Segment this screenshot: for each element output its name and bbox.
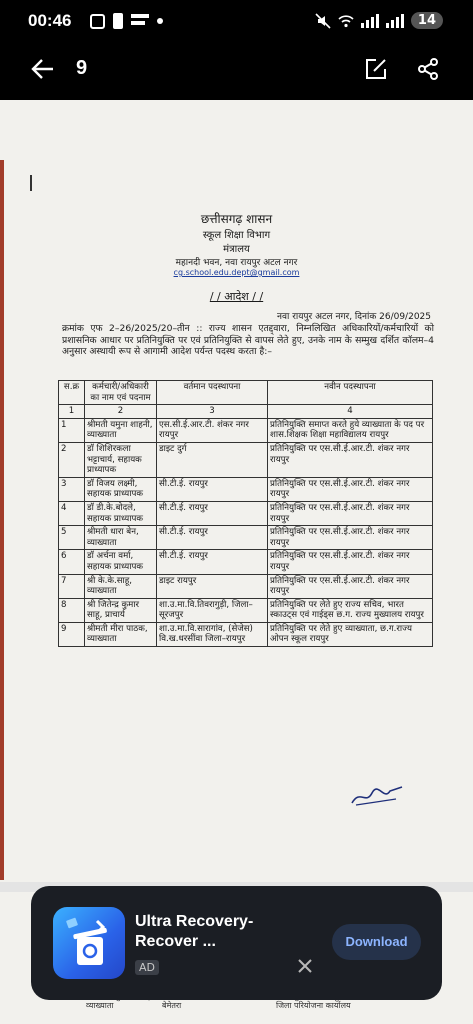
ad-badge: AD — [135, 960, 159, 975]
col-header-sn: स.क्र — [59, 381, 85, 405]
table-row — [59, 477, 433, 501]
cell-current: बेमेतरा — [162, 1001, 182, 1010]
cell-sn: 2 — [59, 442, 85, 477]
col-header-current: वर्तमान पदस्थापना — [157, 381, 268, 405]
signal-strength-1-icon — [361, 14, 379, 28]
doc-email: cg.school.edu.dept@gmail.com — [173, 268, 300, 277]
cell-name: डॉ अर्चना वर्मा, सहायक प्राध्यापक — [85, 550, 157, 574]
cell-sn: 1 — [59, 418, 85, 442]
cell-current: शा.उ.मा.वि.तिवरागुड़ी, जिला–सूरजपुर — [157, 598, 268, 622]
table-row — [59, 501, 433, 525]
cell-name: श्री के.के.साहू, व्याख्याता — [85, 574, 157, 598]
cell-current: सी.टी.ई. रायपुर — [157, 477, 268, 501]
order-heading: / / आदेश / / — [209, 290, 264, 303]
doc-intro-paragraph: क्रमांक एफ 2–26/2025/20–तीन :: राज्य शासन एतद्द्वारा, निम्नलिखित अधिकारियों/कर्मचारियों को प्रशासनिक आधार पर प्रतिनियुक्ति पर एवं प्रतिनियुक्ति से वापस लेते हुए, उनके नाम के सम्मुख दर्शित कॉलम–4 अनुसार अस्थायी रूप से आगामी आदेश पर्यन्त पदस्थ करता है:– — [62, 323, 434, 357]
col-header-new: नवीन पदस्थापना — [268, 381, 433, 405]
doc-dateline: नवा रायपुर अटल नगर, दिनांक 26/09/2025 — [277, 312, 431, 322]
more-notifications-dot-icon — [157, 18, 163, 24]
cell-current: डाइट रायपुर — [157, 574, 268, 598]
document-page — [0, 100, 473, 882]
close-icon[interactable] — [297, 958, 313, 974]
table-row — [59, 574, 433, 598]
cell-sn: 9 — [59, 622, 85, 646]
cell-new: प्रतिनियुक्ति पर एस.सी.ई.आर.टी. शंकर नगर रायपुर — [268, 526, 433, 550]
doc-address: महानदी भवन, नवा रायपुर अटल नगर — [175, 258, 298, 268]
cell-sn: 8 — [59, 598, 85, 622]
cell-name: श्रीमती मीरा पाठक, व्याख्याता — [85, 622, 157, 646]
table-row — [59, 598, 433, 622]
table-body — [59, 418, 433, 646]
viewer-toolbar — [0, 44, 473, 100]
table-row — [59, 526, 433, 550]
cell-sn: 5 — [59, 526, 85, 550]
recycle-bin-icon — [53, 907, 125, 979]
cell-name: डॉ डी.के.बोदले, सहायक प्राध्यापक — [85, 501, 157, 525]
cell-sn: 4 — [59, 501, 85, 525]
pen-mark — [30, 175, 32, 191]
cell-sn: 7 — [59, 574, 85, 598]
cell-new: प्रतिनियुक्ति पर लेते हुए राज्य सचिव, भारत स्काउट्स एवं गाईड्स छ.ग. राज्य मुख्यालय रायपुर — [268, 598, 433, 622]
image-index: 9 — [76, 57, 88, 79]
table-header-row — [59, 381, 433, 405]
share-icon[interactable] — [416, 57, 440, 81]
news-app-icon — [131, 13, 149, 29]
edit-icon[interactable] — [364, 57, 388, 81]
cell-name: श्रीमती धारा बेन, व्याख्याता — [85, 526, 157, 550]
battery-level: 14 — [411, 12, 443, 29]
alert-icon — [113, 13, 123, 29]
status-notification-icons — [90, 13, 163, 29]
signature-scribble — [350, 783, 404, 809]
status-system-icons — [315, 12, 443, 29]
col-header-name: कर्मचारी/अधिकारी का नाम एवं पदनाम — [85, 381, 157, 405]
cell-new: जिला परियोजना कार्यालय — [276, 1001, 351, 1010]
col-number: 2 — [85, 405, 157, 419]
col-number: 1 — [59, 405, 85, 419]
ad-download-button[interactable]: Download — [332, 924, 421, 960]
back-arrow-icon[interactable] — [30, 56, 56, 82]
cell-current: शा.उ.मा.वि.सारागांव, (सेजेस) वि.ख.धरसींवा जिला–रायपुर — [157, 622, 268, 646]
cell-current: एस.सी.ई.आर.टी. शंकर नगर रायपुर — [157, 418, 268, 442]
doc-ministry: मंत्रालय — [223, 244, 250, 255]
cell-new: प्रतिनियुक्ति पर एस.सी.ई.आर.टी. शंकर नगर रायपुर — [268, 574, 433, 598]
cell-sn: 6 — [59, 550, 85, 574]
cell-new: प्रतिनियुक्ति पर एस.सी.ई.आर.टी. शंकर नगर रायपुर — [268, 477, 433, 501]
cell-current: सी.टी.ई. रायपुर — [157, 550, 268, 574]
table-row — [59, 442, 433, 477]
doc-department: स्कूल शिक्षा विभाग — [202, 230, 271, 241]
cell-current: सी.टी.ई. रायपुर — [157, 501, 268, 525]
cell-name: डॉ विजय लक्ष्मी, सहायक प्राध्यापक — [85, 477, 157, 501]
col-number: 3 — [157, 405, 268, 419]
wifi-icon — [338, 14, 354, 28]
table-row — [59, 550, 433, 574]
table-column-number-row — [59, 405, 433, 419]
cell-new: प्रतिनियुक्ति पर एस.सी.ई.आर.टी. शंकर नगर रायपुर — [268, 501, 433, 525]
cell-new: प्रतिनियुक्ति समाप्त करते हुये व्याख्याता के पद पर शास.शिक्षक शिक्षा महाविद्यालय रायपुर — [268, 418, 433, 442]
signal-strength-2-icon — [386, 14, 404, 28]
cell-name: व्याख्याता — [86, 1001, 114, 1010]
col-number: 4 — [268, 405, 433, 419]
table-row — [59, 622, 433, 646]
doc-state-heading: छत्तीसगढ़ शासन — [200, 212, 273, 226]
table-row — [59, 418, 433, 442]
cell-name: श्रीमती यमुना शाहनी, व्याख्याता — [85, 418, 157, 442]
ad-app-logo[interactable] — [53, 907, 125, 979]
screenshot-icon — [90, 14, 105, 29]
status-time: 00:46 — [28, 11, 72, 30]
transfer-table — [58, 380, 433, 647]
cell-name: डॉ शिशिरकला भट्टाचार्य, सहायक प्राध्यापक — [85, 442, 157, 477]
cell-current: डाइट दुर्ग — [157, 442, 268, 477]
cell-new: प्रतिनियुक्ति पर एस.सी.ई.आर.टी. शंकर नगर रायपुर — [268, 550, 433, 574]
status-bar — [0, 0, 473, 44]
ad-title[interactable]: Ultra Recovery-Recover ... — [135, 913, 254, 950]
cell-sn: 3 — [59, 477, 85, 501]
cell-new: प्रतिनियुक्ति पर लेते हुए व्याख्याता, छ.ग.राज्य ओपन स्कूल रायपुर — [268, 622, 433, 646]
cell-new: प्रतिनियुक्ति पर एस.सी.ई.आर.टी. शंकर नगर रायपुर — [268, 442, 433, 477]
mute-icon — [315, 13, 331, 29]
ad-banner[interactable] — [31, 886, 442, 1000]
cell-current: सी.टी.ई. रायपुर — [157, 526, 268, 550]
cell-name: श्री जितेन्द्र कुमार साहू, प्राचार्य — [85, 598, 157, 622]
